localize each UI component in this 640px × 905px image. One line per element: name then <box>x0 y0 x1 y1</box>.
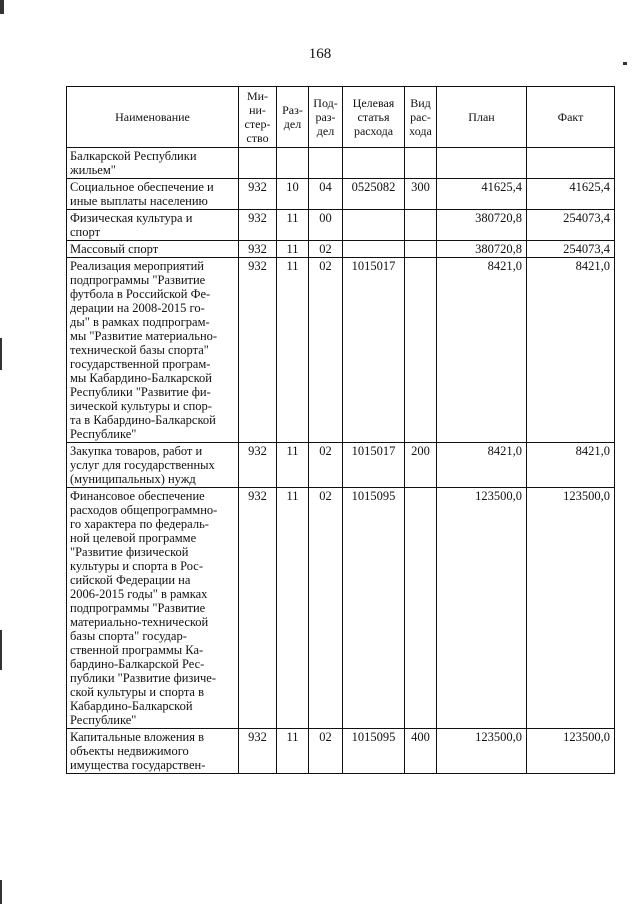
cell-plan: 41625,4 <box>437 179 527 210</box>
cell-fact: 123500,0 <box>527 488 615 729</box>
cell-subsection: 02 <box>309 241 343 258</box>
cell-subsection <box>309 148 343 179</box>
scan-mark-top-left <box>0 0 4 14</box>
page-number: 168 <box>308 46 332 62</box>
cell-ministry: 932 <box>239 258 277 443</box>
cell-ministry: 932 <box>239 241 277 258</box>
cell-fact: 8421,0 <box>527 258 615 443</box>
table-body <box>67 148 615 774</box>
table-row <box>67 241 615 258</box>
scan-mark-left-3 <box>0 880 2 904</box>
cell-expense-type <box>405 148 437 179</box>
header-name: Наименование <box>67 87 239 148</box>
cell-section: 11 <box>277 210 309 241</box>
table-row <box>67 179 615 210</box>
cell-section: 11 <box>277 241 309 258</box>
cell-section: 11 <box>277 443 309 488</box>
cell-target-item: 0525082 <box>343 179 405 210</box>
cell-name: Финансовое обеспечение расходов общепрограммно- го характера по федераль- ной целевой программе "Развитие физической культуры и спорта в Рос- сийской Федерации на 2006-2015 годы" в рамках подпрограммы "Развитие материально-технической базы спорта" государ- ственной программы Ка- бардино-Балкарской Рес- публики "Развитие физиче- ской культуры и спорта в Кабардино-Балкарской Республике" <box>67 488 239 729</box>
cell-plan: 123500,0 <box>437 488 527 729</box>
cell-expense-type <box>405 258 437 443</box>
cell-name: Массовый спорт <box>67 241 239 258</box>
cell-fact: 8421,0 <box>527 443 615 488</box>
cell-fact: 254073,4 <box>527 210 615 241</box>
cell-plan: 123500,0 <box>437 729 527 774</box>
cell-name: Реализация мероприятий подпрограммы "Развитие футбола в Российской Фе- дерации на 2008-2015 го- ды" в рамках подпрограм- мы "Развитие материально- технической базы спорта" государственной програм- мы Кабардино-Балкарской Республики "Развитие фи- зической культуры и спор- та в Кабардино-Балкарской Республике" <box>67 258 239 443</box>
cell-plan <box>437 148 527 179</box>
scan-mark-right <box>623 62 627 65</box>
header-fact: Факт <box>527 87 615 148</box>
cell-subsection: 02 <box>309 488 343 729</box>
header-plan: План <box>437 87 527 148</box>
cell-target-item: 1015095 <box>343 729 405 774</box>
header-subsection <box>309 87 343 148</box>
cell-fact <box>527 148 615 179</box>
cell-name: Балкарской Республики жильем" <box>67 148 239 179</box>
cell-target-item: 1015095 <box>343 488 405 729</box>
table-row <box>67 148 615 179</box>
table-row <box>67 488 615 729</box>
cell-subsection: 00 <box>309 210 343 241</box>
cell-ministry: 932 <box>239 488 277 729</box>
table-header-row <box>67 87 615 148</box>
header-section-text: Раз- дел <box>282 103 303 131</box>
scan-mark-left-1 <box>0 338 2 370</box>
header-ministry <box>239 87 277 148</box>
table-row <box>67 443 615 488</box>
cell-target-item <box>343 210 405 241</box>
cell-target-item <box>343 241 405 258</box>
header-section <box>277 87 309 148</box>
table-row <box>67 729 615 774</box>
cell-name: Социальное обеспечение и иные выплаты населению <box>67 179 239 210</box>
cell-ministry: 932 <box>239 210 277 241</box>
cell-subsection: 02 <box>309 443 343 488</box>
budget-table <box>66 86 615 774</box>
cell-name: Физическая культура и спорт <box>67 210 239 241</box>
cell-expense-type: 400 <box>405 729 437 774</box>
cell-expense-type: 300 <box>405 179 437 210</box>
header-expense-type <box>405 87 437 148</box>
cell-section: 11 <box>277 488 309 729</box>
cell-subsection: 02 <box>309 729 343 774</box>
cell-ministry: 932 <box>239 729 277 774</box>
cell-plan: 8421,0 <box>437 258 527 443</box>
scan-mark-left-2 <box>0 630 2 670</box>
cell-subsection: 02 <box>309 258 343 443</box>
header-expense-type-text: Вид рас- хода <box>409 96 432 138</box>
cell-expense-type: 200 <box>405 443 437 488</box>
cell-ministry: 932 <box>239 443 277 488</box>
table-row <box>67 258 615 443</box>
cell-ministry: 932 <box>239 179 277 210</box>
cell-subsection: 04 <box>309 179 343 210</box>
cell-expense-type <box>405 488 437 729</box>
cell-expense-type <box>405 210 437 241</box>
cell-section: 10 <box>277 179 309 210</box>
cell-section: 11 <box>277 258 309 443</box>
cell-target-item: 1015017 <box>343 443 405 488</box>
cell-section: 11 <box>277 729 309 774</box>
cell-expense-type <box>405 241 437 258</box>
cell-section <box>277 148 309 179</box>
cell-target-item <box>343 148 405 179</box>
header-ministry-text: Ми- ни- стер- ство <box>244 89 271 145</box>
header-subsection-text: Под- раз- дел <box>313 96 338 138</box>
cell-plan: 380720,8 <box>437 210 527 241</box>
cell-plan: 8421,0 <box>437 443 527 488</box>
header-target-item <box>343 87 405 148</box>
cell-target-item: 1015017 <box>343 258 405 443</box>
header-target-item-text: Целевая статья расхода <box>352 96 395 138</box>
cell-name: Капитальные вложения в объекты недвижимого имущества государствен- <box>67 729 239 774</box>
cell-name: Закупка товаров, работ и услуг для государственных (муниципальных) нужд <box>67 443 239 488</box>
cell-fact: 254073,4 <box>527 241 615 258</box>
cell-fact: 41625,4 <box>527 179 615 210</box>
table-row <box>67 210 615 241</box>
cell-ministry <box>239 148 277 179</box>
cell-plan: 380720,8 <box>437 241 527 258</box>
cell-fact: 123500,0 <box>527 729 615 774</box>
